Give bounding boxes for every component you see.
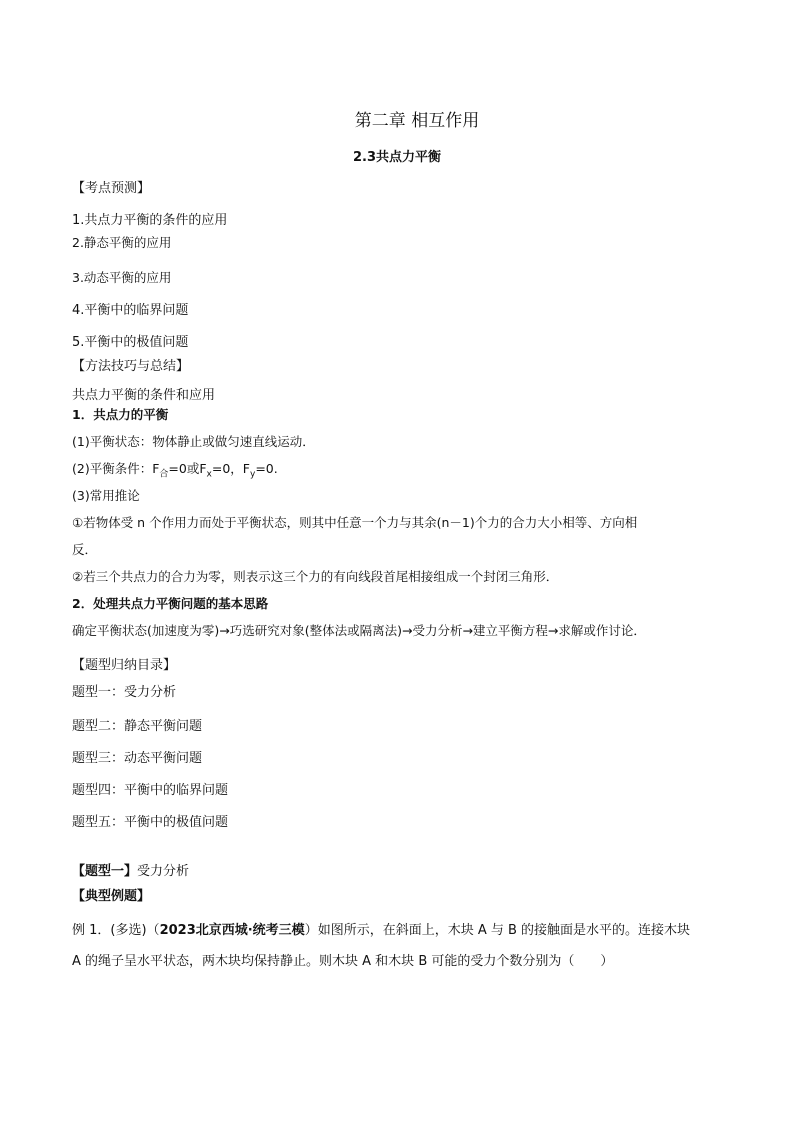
methods-heading: 【方法技巧与总结】	[72, 359, 190, 374]
type1-heading-label: 【题型一】	[72, 864, 138, 879]
inference-title: (3)常用推论	[72, 488, 140, 503]
catalog-item: 题型三：动态平衡问题	[72, 751, 203, 766]
condition-mid1: =0或F	[168, 461, 207, 476]
catalog-item: 题型五：平衡中的极值问题	[72, 815, 229, 830]
condition-sub-x: x	[206, 469, 212, 480]
forecast-item: 1.共点力平衡的条件的应用	[72, 213, 228, 228]
point2-title: 2．处理共点力平衡问题的基本思路	[72, 596, 269, 611]
condition-prefix: (2)平衡条件：F	[72, 461, 160, 476]
chapter-title: 第二章 相互作用	[354, 111, 480, 131]
forecast-item: 5.平衡中的极值问题	[72, 335, 189, 350]
catalog-item: 题型一：受力分析	[72, 685, 177, 700]
type1-heading	[72, 860, 189, 879]
forecast-item: 4.平衡中的临界问题	[72, 303, 189, 318]
inference-1-cont: 反．	[72, 542, 98, 557]
forecast-item: 3.动态平衡的应用	[72, 270, 172, 285]
example1-text: ）如图所示，在斜面上，木块 A 与 B 的接触面是水平的。连接木块	[304, 923, 691, 938]
condition-sub-y: y	[250, 469, 256, 480]
example1-line2: A 的绳子呈水平状态，两木块均保持静止。则木块 A 和木块 B 可能的受力个数分别为（ ）	[72, 954, 614, 969]
example1-line1	[72, 919, 690, 938]
type1-heading-text: 受力分析	[137, 864, 190, 879]
inference-2: ②若三个共点力的合力为零，则表示这三个力的有向线段首尾相接组成一个封闭三角形．	[72, 569, 559, 584]
forecast-item: 2.静态平衡的应用	[72, 235, 172, 250]
point1-title: 1．共点力的平衡	[72, 407, 169, 422]
balance-condition	[72, 459, 278, 480]
examples-heading: 【典型例题】	[72, 889, 151, 904]
catalog-item: 题型二：静态平衡问题	[72, 719, 203, 734]
example1-label: 例 1．(多选)（	[72, 923, 160, 938]
balance-state: (1)平衡状态：物体静止或做匀速直线运动．	[72, 434, 315, 449]
methods-subheading: 共点力平衡的条件和应用	[72, 388, 216, 403]
section-title: 2.3共点力平衡	[352, 150, 442, 165]
condition-mid2: =0，F	[211, 461, 250, 476]
condition-sub-net: 合	[159, 469, 169, 480]
approach: 确定平衡状态(加速度为零)→巧选研究对象(整体法或隔离法)→受力分析→建立平衡方程→求解或作讨论．	[72, 623, 646, 638]
inference-1: ①若物体受 n 个作用力而处于平衡状态，则其中任意一个力与其余(n－1)个力的合力大小相等、方向相	[72, 515, 638, 530]
catalog-item: 题型四：平衡中的临界问题	[72, 783, 229, 798]
condition-suffix: =0.	[255, 461, 278, 476]
forecast-heading: 【考点预测】	[72, 181, 151, 196]
example1-source: 2023北京西城·统考三模	[159, 923, 305, 938]
catalog-heading: 【题型归纳目录】	[72, 658, 177, 673]
